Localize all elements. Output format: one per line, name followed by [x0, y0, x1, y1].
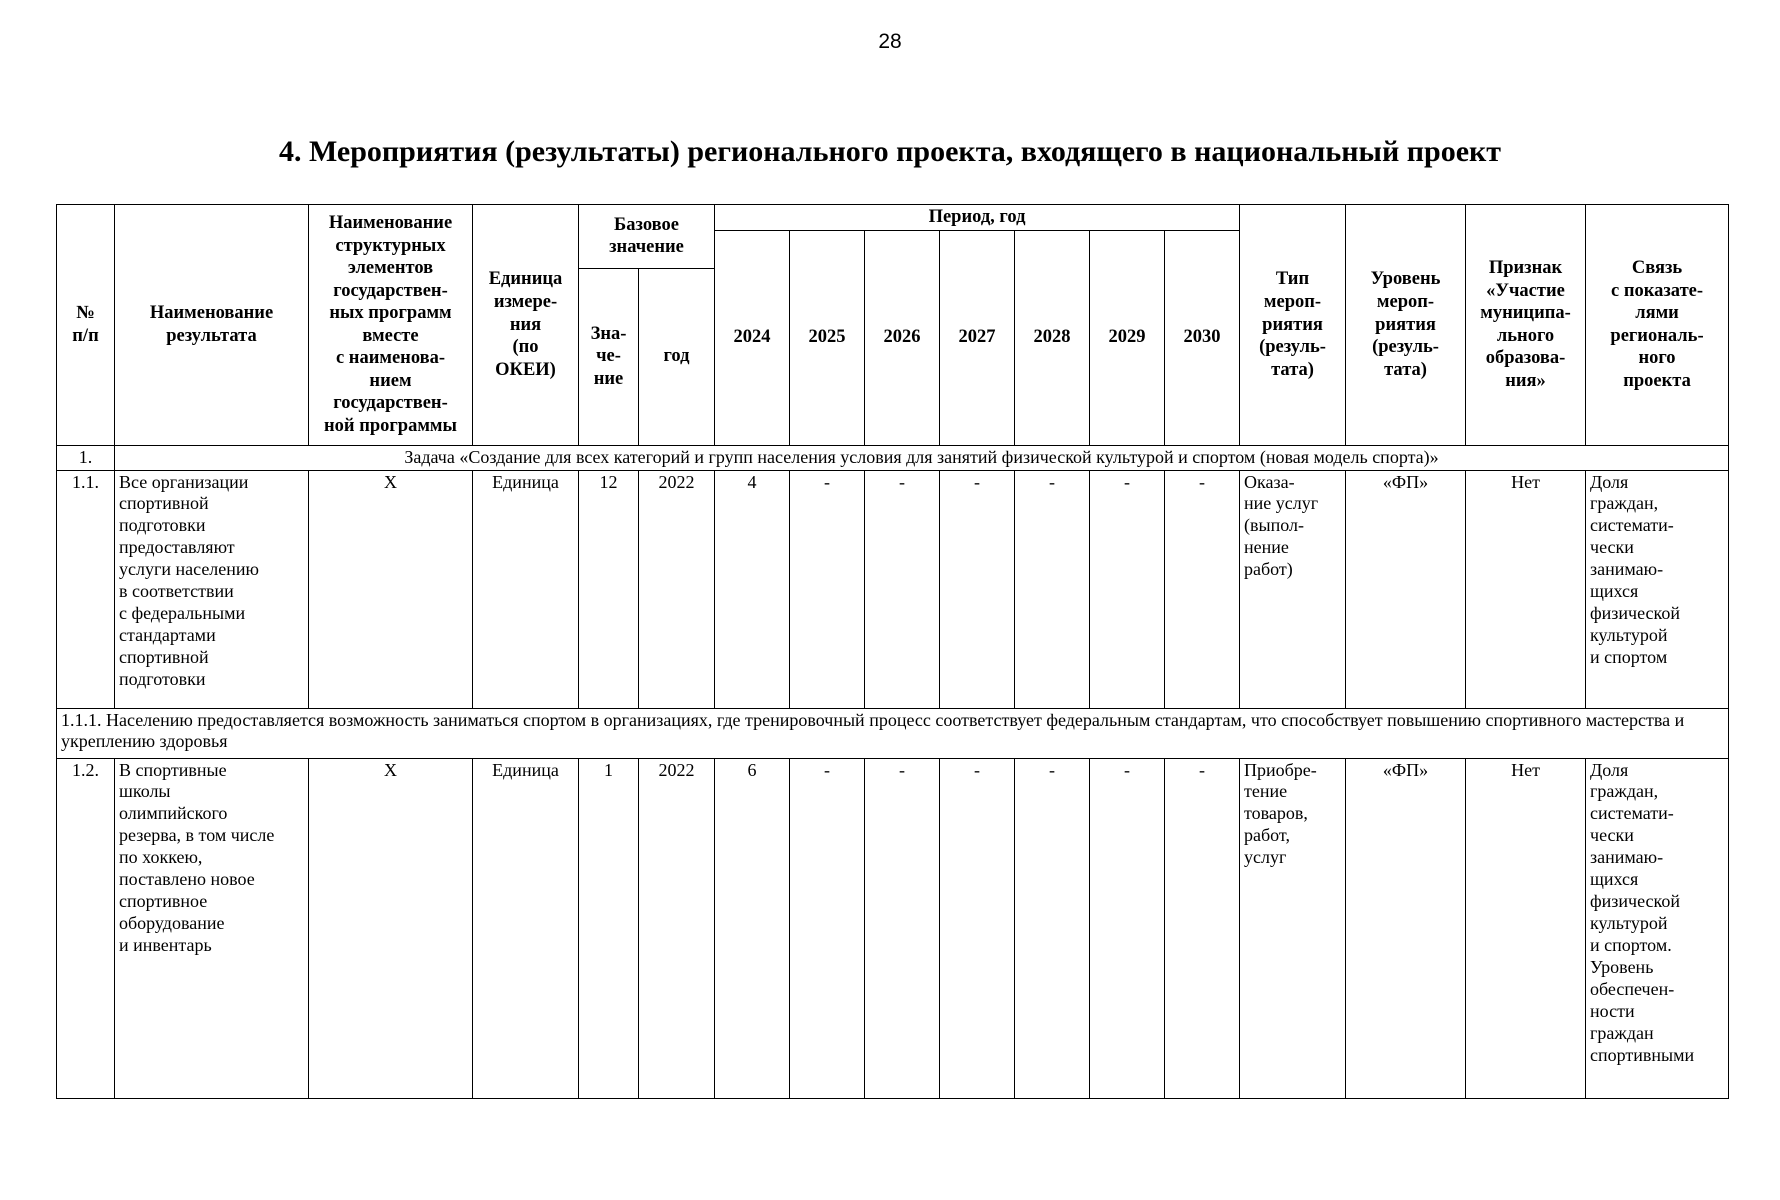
- row-year-2024: 6: [715, 758, 790, 1098]
- row-base-year: 2022: [639, 758, 715, 1098]
- row-year-2029: -: [1090, 470, 1165, 708]
- section-title: 4. Мероприятия (результаты) регионального проекта, входящего в национальный проект: [278, 135, 1502, 168]
- header-year-2026: 2026: [865, 230, 940, 445]
- header-name: Наименование результата: [115, 205, 309, 446]
- row-unit: Единица: [473, 758, 579, 1098]
- row-type: Приобре- тение товаров, работ, услуг: [1244, 759, 1317, 868]
- row-name: В спортивные школы олимпийского резерва, в том числе по хоккею, поставлено новое спортивное оборудование и инвентарь: [119, 759, 275, 956]
- row-year-2030: -: [1165, 470, 1240, 708]
- row-year-2026: -: [865, 758, 940, 1098]
- row-year-2030: -: [1165, 758, 1240, 1098]
- row-year-2027: -: [940, 470, 1015, 708]
- header-unit: Единица измере- ния (по ОКЕИ): [473, 205, 579, 446]
- table-row: [57, 470, 1729, 708]
- row-note: 1.1.1. Населению предоставляется возможность заниматься спортом в организациях, где тренировочный процесс соответствует федеральным стандартам, что способствует повышению спортивного мастерства и укреплению здоровья: [57, 708, 1729, 758]
- header-municipal: Признак «Участие муниципа- льного образова- ния»: [1466, 205, 1586, 446]
- header-year-2030: 2030: [1165, 230, 1240, 445]
- row-link: Доля граждан, системати- чески занимаю- щихся физической культурой и спортом. Уровень обеспечен- ности граждан спортивными: [1590, 759, 1695, 1065]
- task-num: 1.: [57, 445, 115, 470]
- row-year-2028: -: [1015, 470, 1090, 708]
- header-year-2025: 2025: [790, 230, 865, 445]
- header-year-2024: 2024: [715, 230, 790, 445]
- header-period: Период, год: [715, 205, 1240, 231]
- header-year-2027: 2027: [940, 230, 1015, 445]
- row-year-2029: -: [1090, 758, 1165, 1098]
- row-level: «ФП»: [1346, 470, 1466, 708]
- row-unit: Единица: [473, 470, 579, 708]
- header-base-year: год: [639, 268, 715, 445]
- header-type: Тип мероп- риятия (резуль- тата): [1240, 205, 1346, 446]
- header-year-2029: 2029: [1090, 230, 1165, 445]
- row-structural: Х: [309, 758, 473, 1098]
- header-level: Уровень мероп- риятия (резуль- тата): [1346, 205, 1466, 446]
- row-type: Оказа- ние услуг (выпол- нение работ): [1244, 471, 1319, 580]
- header-num: № п/п: [57, 205, 115, 446]
- row-year-2025: -: [790, 470, 865, 708]
- header-year-2028: 2028: [1015, 230, 1090, 445]
- header-base-value: Зна- че- ние: [579, 268, 639, 445]
- row-municipal: Нет: [1466, 758, 1586, 1098]
- row-year-2024: 4: [715, 470, 790, 708]
- row-year-2025: -: [790, 758, 865, 1098]
- task-row: [57, 445, 1729, 470]
- row-year-2026: -: [865, 470, 940, 708]
- results-table: [56, 204, 1729, 1099]
- table-row: [57, 758, 1729, 1098]
- row-year-2028: -: [1015, 758, 1090, 1098]
- row-level: «ФП»: [1346, 758, 1466, 1098]
- page-number: 28: [878, 30, 902, 53]
- header-structural: Наименование структурных элементов государствен- ных программ вместе с наименова- нием государствен- ной программы: [309, 205, 473, 446]
- row-base-value: 12: [579, 470, 639, 708]
- row-base-year: 2022: [639, 470, 715, 708]
- row-num: 1.2.: [57, 758, 115, 1098]
- row-municipal: Нет: [1466, 470, 1586, 708]
- task-text: Задача «Создание для всех категорий и групп населения условия для занятий физической культурой и спортом (новая модель спорта)»: [115, 445, 1729, 470]
- header-link: Связь с показате- лями региональ- ного проекта: [1586, 205, 1729, 446]
- row-name: Все организации спортивной подготовки предоставляют услуги населению в соответствии с федеральными стандартами спортивной подготовки: [119, 471, 259, 690]
- header-base: Базовое значение: [579, 205, 715, 269]
- row-year-2027: -: [940, 758, 1015, 1098]
- row-num: 1.1.: [57, 470, 115, 708]
- row-link: Доля граждан, системати- чески занимаю- щихся физической культурой и спортом: [1590, 471, 1680, 668]
- row-base-value: 1: [579, 758, 639, 1098]
- note-row: [57, 708, 1729, 758]
- row-structural: Х: [309, 470, 473, 708]
